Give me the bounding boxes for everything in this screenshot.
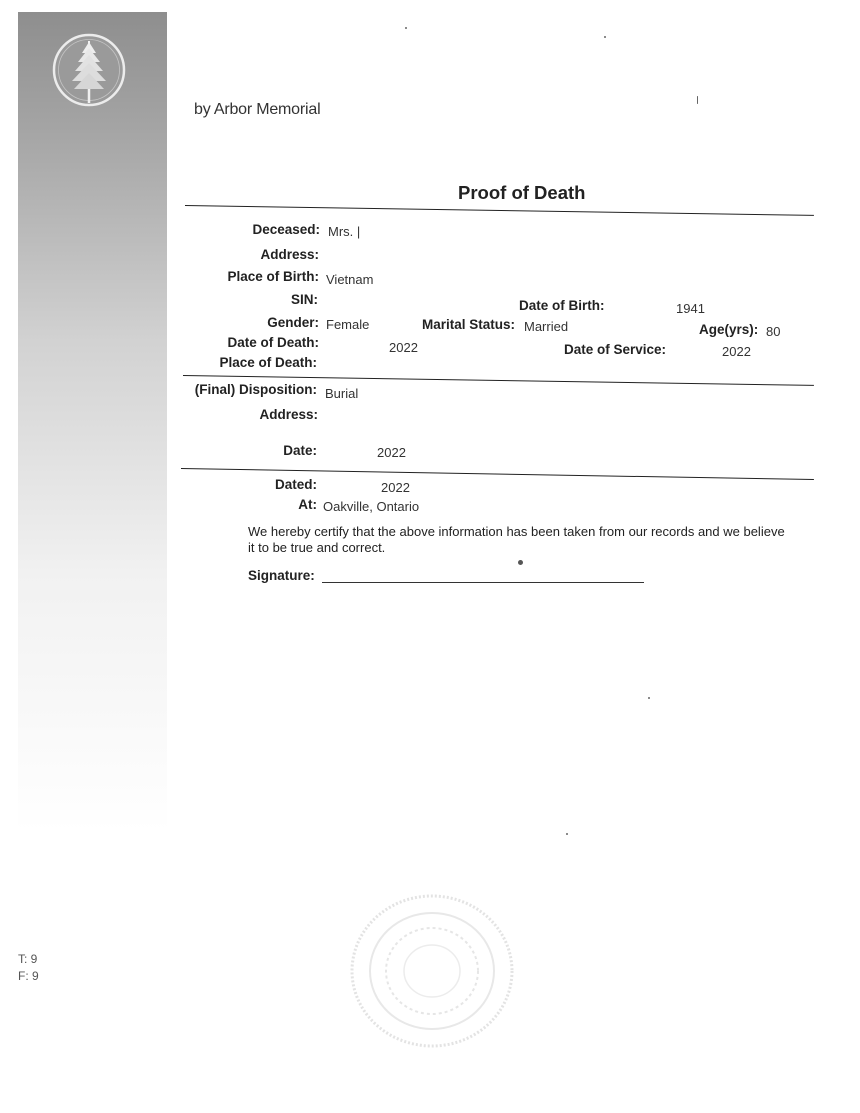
title-divider (185, 205, 814, 216)
date-of-service-label: Date of Service: (564, 342, 667, 357)
place-of-birth-value: Vietnam (326, 272, 374, 287)
date-of-service-value: 2022 (722, 344, 751, 359)
gender-value: Female (326, 317, 370, 332)
date-of-birth-value: 1941 (676, 301, 705, 316)
marital-status-value: Married (524, 319, 569, 334)
document-title: Proof of Death (458, 182, 586, 203)
footer-fax: F: 9 (18, 969, 39, 983)
at-label: At: (298, 497, 317, 512)
deceased-label: Deceased: (252, 222, 320, 237)
age-label: Age(yrs): (699, 322, 759, 337)
signature-label: Signature: (248, 568, 315, 583)
deceased-value: Mrs. | (328, 224, 361, 239)
place-of-birth-label: Place of Birth: (227, 269, 319, 284)
date-of-death-value: 2022 (389, 340, 418, 355)
age-value: 80 (766, 324, 781, 339)
sin-label: SIN: (291, 292, 318, 307)
place-of-death-label: Place of Death: (219, 355, 317, 370)
date-of-birth-label: Date of Birth: (519, 298, 605, 313)
address-label: Address: (260, 247, 319, 262)
marital-status-label: Marital Status: (422, 317, 516, 332)
disposition-date-value: 2022 (377, 445, 406, 460)
scan-speck (604, 36, 606, 38)
gender-label: Gender: (267, 315, 319, 330)
scan-speck (648, 697, 650, 699)
scan-speck (566, 833, 568, 835)
disposition-label: (Final) Disposition: (194, 382, 317, 397)
letterhead-sidebar (18, 12, 167, 1112)
disposition-date-label: Date: (283, 443, 317, 458)
at-value: Oakville, Ontario (323, 499, 420, 514)
certification-statement: We hereby certify that the above information has been taken from our records and we believe it to be true and correct. (248, 524, 785, 555)
scan-speck (405, 27, 407, 29)
scan-speck (697, 96, 698, 104)
footer-phone: T: 9 (18, 952, 38, 966)
arbor-tree-logo (52, 33, 126, 107)
dated-label: Dated: (274, 477, 317, 492)
dated-value: 2022 (381, 480, 410, 495)
notary-seal (348, 892, 516, 1050)
disposition-address-label: Address: (259, 407, 318, 422)
signature-line (322, 582, 644, 583)
brand-name: by Arbor Memorial (194, 101, 321, 118)
date-of-death-label: Date of Death: (227, 335, 319, 350)
scan-speck (518, 560, 523, 565)
disposition-value: Burial (325, 386, 359, 401)
